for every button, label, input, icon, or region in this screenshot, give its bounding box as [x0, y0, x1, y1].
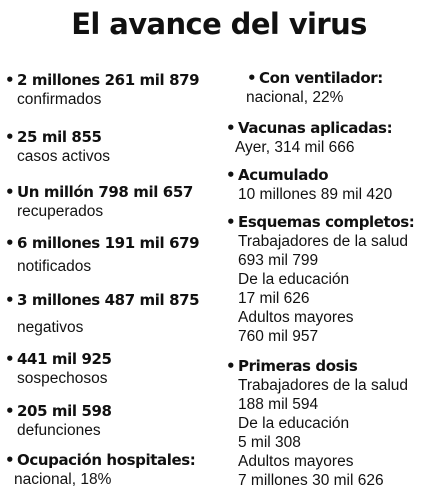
stat-con-ventilador: [237, 68, 383, 107]
stat-ocupacion-hospitales: [5, 450, 195, 489]
stat-line: De la educación: [238, 415, 350, 432]
stat-vacunas-aplicadas: [226, 118, 392, 157]
stat-line: Adultos mayores: [238, 309, 354, 326]
stat-primeras-dosis: [226, 356, 408, 490]
stat-line: 17 mil 626: [238, 290, 310, 307]
stat-label: 10 millones 89 mil 420: [238, 186, 393, 203]
stat-value: Esquemas completos:: [238, 213, 415, 231]
stat-sospechosos: [5, 349, 112, 388]
stat-line: Trabajadores de la salud: [238, 377, 409, 394]
stat-line: Trabajadores de la salud: [238, 233, 409, 250]
stat-value: Con ventilador:: [259, 69, 383, 87]
bullet-icon: •: [5, 234, 15, 252]
bullet-icon: •: [5, 71, 15, 89]
stat-esquemas-completos: [226, 212, 414, 346]
stat-value: 6 millones 191 mil 679: [17, 234, 200, 252]
stat-line: 7 millones 30 mil 626: [238, 472, 384, 489]
bullet-icon: •: [5, 402, 15, 420]
stat-value: 2 millones 261 mil 879: [17, 71, 200, 89]
bullet-icon: •: [226, 213, 236, 231]
bullet-icon: •: [5, 128, 15, 146]
stat-recuperados: [5, 182, 193, 221]
bullet-icon: •: [226, 166, 236, 184]
stat-label: nacional, 22%: [246, 89, 344, 106]
bullet-icon: •: [5, 183, 15, 201]
stat-line: 188 mil 594: [238, 396, 319, 413]
bullet-icon: •: [247, 69, 257, 87]
stat-label: confirmados: [17, 91, 102, 108]
page-title: El avance del virus: [71, 7, 367, 41]
stat-label: nacional, 18%: [14, 471, 112, 488]
stat-label: Ayer, 314 mil 666: [235, 139, 355, 156]
stat-value: Ocupación hospitales:: [17, 451, 196, 469]
stat-value: 205 mil 598: [17, 402, 112, 420]
stat-casos-activos: [5, 127, 110, 166]
stat-notificados: [5, 233, 199, 276]
stat-label: notificados: [17, 258, 92, 275]
stat-value: Un millón 798 mil 657: [17, 183, 193, 201]
stat-negativos: [5, 290, 199, 337]
bullet-icon: •: [226, 357, 236, 375]
stat-line: De la educación: [238, 271, 350, 288]
stat-label: defunciones: [17, 422, 101, 439]
stat-value: 25 mil 855: [17, 128, 102, 146]
stat-line: 5 mil 308: [238, 434, 301, 451]
stat-label: sospechosos: [17, 370, 108, 387]
stat-confirmados: [5, 70, 199, 109]
stat-defunciones: [5, 401, 112, 440]
stat-label: negativos: [17, 319, 84, 336]
stat-value: 441 mil 925: [17, 350, 112, 368]
bullet-icon: •: [5, 451, 15, 469]
bullet-icon: •: [5, 350, 15, 368]
bullet-icon: •: [5, 291, 15, 309]
stat-value: Primeras dosis: [238, 357, 358, 375]
stat-value: Acumulado: [238, 166, 329, 184]
bullet-icon: •: [226, 119, 236, 137]
stat-line: 760 mil 957: [238, 328, 319, 345]
stat-acumulado: [226, 165, 392, 204]
stat-value: Vacunas aplicadas:: [238, 119, 393, 137]
stat-label: casos activos: [17, 148, 111, 165]
stat-value: 3 millones 487 mil 875: [17, 291, 200, 309]
stat-line: Adultos mayores: [238, 453, 354, 470]
stat-label: recuperados: [17, 203, 104, 220]
stat-line: 693 mil 799: [238, 252, 319, 269]
